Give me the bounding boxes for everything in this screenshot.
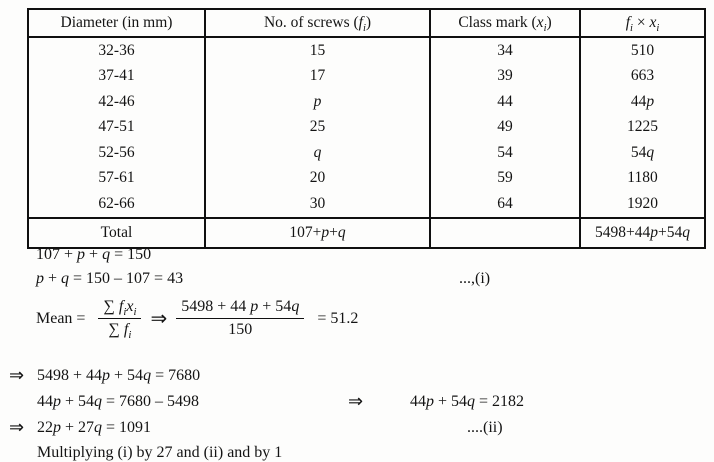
total-row	[28, 218, 705, 248]
cell-diameter: 37-41	[98, 67, 135, 85]
cell-fx: 1180	[580, 166, 705, 192]
cell-class-mark: 49	[430, 115, 580, 141]
equation-1091: 22p + 27q = 1091	[37, 419, 152, 436]
implies-icon: ⇒	[348, 391, 364, 411]
cell-frequency: q	[205, 140, 430, 166]
table-row	[28, 191, 705, 218]
cell-total-fx: 5498+44p+54q	[580, 218, 705, 248]
cell-fx: 44p	[580, 89, 705, 115]
cell-class-mark: 64	[430, 191, 580, 218]
cell-fx: 663	[580, 64, 705, 90]
fraction-numerator: 5498 + 44 p + 54q	[176, 298, 304, 319]
mean-fraction-symbolic	[98, 298, 141, 342]
col-header-fx: $f_i \times x_i$	[580, 9, 705, 37]
mean-equation	[36, 298, 359, 342]
implies-icon: ⇒	[150, 307, 168, 330]
col-header-class-mark: Class mark $(x_i)$	[430, 9, 580, 37]
cell-diameter: 62-66	[98, 194, 135, 212]
cell-diameter: 32-36	[98, 41, 135, 59]
mean-fraction-numeric	[176, 298, 304, 339]
table-row	[28, 64, 705, 90]
cell-total-class-mark	[430, 218, 580, 248]
equation-ref-ii: ....(ii)	[467, 419, 503, 436]
closing-statement: Multiplying (i) by 27 and (ii) and by 1	[37, 444, 283, 461]
mean-label: Mean =	[36, 309, 90, 327]
col-header-frequency: No. of screws $(f_i)$	[205, 9, 430, 37]
cell-diameter: 52-56	[98, 143, 135, 161]
fraction-denominator: ∑ $f_i$	[108, 321, 132, 342]
cell-fx: 510	[580, 37, 705, 64]
equation-ref-i: ...,(i)	[459, 270, 491, 287]
cell-frequency: p	[205, 89, 430, 115]
implies-icon: ⇒	[9, 365, 25, 385]
cell-total-label: Total	[28, 218, 205, 248]
cell-frequency: 20	[205, 166, 430, 192]
table-row	[28, 140, 705, 166]
table-row	[28, 166, 705, 192]
table-row	[28, 89, 705, 115]
implies-icon: ⇒	[9, 417, 25, 437]
cell-class-mark: 54	[430, 140, 580, 166]
cell-fx: 54q	[580, 140, 705, 166]
cell-class-mark: 44	[430, 89, 580, 115]
cell-frequency: 17	[205, 64, 430, 90]
equation-7680: 5498 + 44p + 54q = 7680	[37, 367, 201, 384]
cell-frequency: 25	[205, 115, 430, 141]
cell-diameter: 47-51	[98, 118, 135, 136]
equation-frequency-sum: 107 + p + q = 150	[36, 246, 152, 263]
frequency-table	[27, 8, 706, 249]
equation-subtraction: 44p + 54q = 7680 – 5498	[37, 393, 200, 410]
cell-class-mark: 34	[430, 37, 580, 64]
cell-fx: 1920	[580, 191, 705, 218]
equation-2182: 44p + 54q = 2182	[410, 393, 525, 410]
header-row	[28, 9, 705, 37]
cell-frequency: 15	[205, 37, 430, 64]
cell-diameter: 42-46	[98, 92, 135, 110]
fraction-numerator: ∑ $f_ix_i$	[98, 298, 141, 319]
equation-pq: p + q = 150 – 107 = 43	[36, 270, 184, 287]
table-row	[28, 115, 705, 141]
cell-total-frequency: 107+p+q	[205, 218, 430, 248]
col-header-diameter: Diameter (in mm)	[28, 9, 205, 37]
fraction-denominator: 150	[228, 321, 253, 338]
cell-diameter: 57-61	[98, 169, 135, 187]
cell-class-mark: 39	[430, 64, 580, 90]
mean-result: = 51.2	[313, 309, 359, 327]
cell-frequency: 30	[205, 191, 430, 218]
cell-fx: 1225	[580, 115, 705, 141]
cell-class-mark: 59	[430, 166, 580, 192]
table-row	[28, 37, 705, 64]
